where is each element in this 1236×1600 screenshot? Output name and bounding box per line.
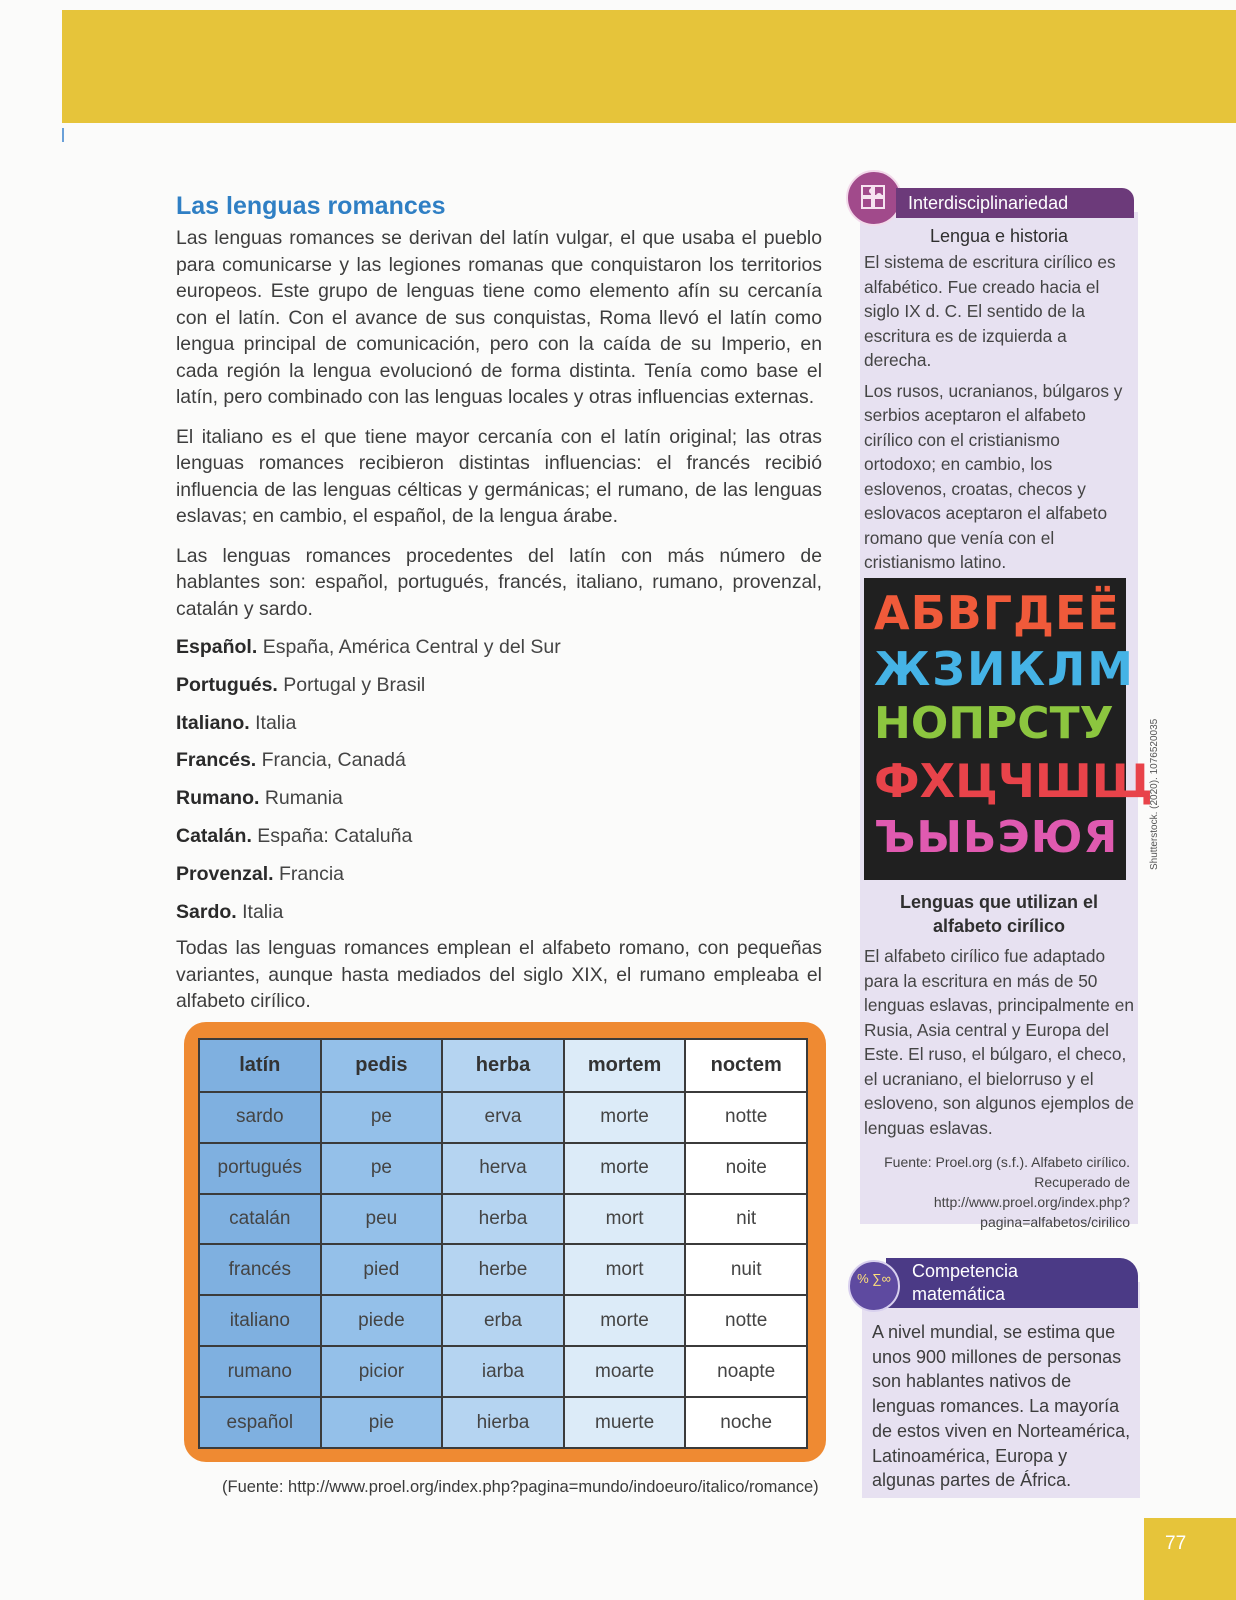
language-name: Provenzal. — [176, 862, 274, 885]
cyrillic-row: НОПРСТУ — [874, 698, 1114, 749]
table-cell: erba — [442, 1295, 564, 1346]
table-cell: pe — [321, 1092, 443, 1143]
puzzle-icon-graphic — [848, 172, 900, 224]
table-cell: hierba — [442, 1397, 564, 1448]
paragraph-closing: Todas las lenguas romances emplean el alfabeto romano, con pequeñas variantes, aunque hasta mediados del siglo XIX, el rumano empleaba el alfabeto cirílico. — [176, 937, 822, 1013]
interdisciplinary-tag: Interdisciplinariedad — [896, 188, 1134, 218]
language-item — [176, 673, 822, 697]
language-name: Español. — [176, 636, 258, 658]
section-title: Las lenguas romances — [176, 192, 446, 220]
table-header-cell: pedis — [321, 1039, 443, 1092]
table-row — [199, 1194, 807, 1245]
language-name: Catalán. — [176, 824, 252, 847]
sidebar1-source: Fuente: Proel.org (s.f.). Alfabeto cirílico. Recuperado de http://www.proel.org/index.php?pagina=alfabetos/cirilico — [884, 1154, 1130, 1230]
language-region: Rumania — [264, 787, 343, 810]
table-cell: piede — [321, 1295, 443, 1346]
language-region: Francia, Canadá — [261, 749, 406, 772]
table-header-cell: latín — [199, 1039, 321, 1092]
math-tag-line2: matemática — [912, 1284, 1006, 1304]
table-cell: herba — [442, 1194, 564, 1245]
table-header-row — [199, 1039, 807, 1092]
language-name: Portugués. — [176, 673, 278, 696]
table-cell: francés — [199, 1244, 321, 1295]
language-item — [176, 900, 822, 924]
margin-mark — [62, 128, 64, 142]
cyrillic-row: ФХЦЧШЩ — [874, 754, 1153, 808]
table-row — [199, 1143, 807, 1194]
language-item — [176, 786, 822, 810]
language-name: Rumano. — [176, 787, 260, 810]
table-cell: herva — [442, 1143, 564, 1194]
language-region: España, América Central y del Sur — [262, 636, 561, 658]
table-cell: pie — [321, 1397, 443, 1448]
language-item — [176, 748, 822, 772]
table-row — [199, 1397, 807, 1448]
table-cell: noche — [685, 1397, 807, 1448]
table-cell: nuit — [685, 1244, 807, 1295]
language-name: Italiano. — [176, 711, 250, 734]
table-cell: picior — [321, 1346, 443, 1397]
table-cell: mort — [564, 1194, 686, 1245]
paragraph-influences: El italiano es el que tiene mayor cercanía con el latín original; las otras lenguas romances recibieron distintas influencias: el francés recibió influencia de las lenguas célticas y germánicas; el rumano, de las lenguas eslavas; en cambio, el español, de la lengua árabe. — [176, 425, 822, 527]
math-paragraph: A nivel mundial, se estima que unos 900 millones de personas son hablantes nativos de lenguas romances. La mayoría de estos viven en Norteamérica, Latinoamérica, Europa y algunas partes de África. — [872, 1322, 1131, 1491]
table-cell: mort — [564, 1244, 686, 1295]
table-cell: herbe — [442, 1244, 564, 1295]
table-source: (Fuente: http://www.proel.org/index.php?pagina=mundo/indoeuro/italico/romance) — [222, 1478, 819, 1496]
table-header-cell: herba — [442, 1039, 564, 1092]
table-cell: muerte — [564, 1397, 686, 1448]
table-cell: noapte — [685, 1346, 807, 1397]
math-tag-line1: Competencia — [912, 1261, 1019, 1281]
table-cell: catalán — [199, 1194, 321, 1245]
main-content — [176, 192, 822, 1028]
table-cell: morte — [564, 1295, 686, 1346]
sidebar1-paragraph2: El alfabeto cirílico fue adaptado para la escritura en más de 50 lenguas eslavas, principalmente en Rusia, Asia central y Europa del Este. El ruso, el búlgaro, el checo, el ucraniano, el bielorruso y el esloveno, son algunos ejemplos de lenguas eslavas. — [864, 946, 1134, 1138]
language-item — [176, 711, 822, 735]
puzzle-icon — [846, 170, 902, 226]
table-row — [199, 1244, 807, 1295]
language-item — [176, 824, 822, 848]
table-cell: notte — [685, 1295, 807, 1346]
table-cell: notte — [685, 1092, 807, 1143]
sidebar1-heading: Lengua e historia — [929, 226, 1069, 246]
language-region: España: Cataluña — [257, 824, 413, 847]
table-cell: español — [199, 1397, 321, 1448]
math-competence-tag — [886, 1258, 1138, 1308]
page-number-box — [1144, 1518, 1236, 1600]
paragraph-speakers: Las lenguas romances procedentes del latín con más número de hablantes son: español, portugués, francés, italiano, rumano, provenzal, catalán y sardo. — [176, 544, 822, 620]
table-cell: erva — [442, 1092, 564, 1143]
table-cell: nit — [685, 1194, 807, 1245]
cyrillic-row: АБВГДЕЁ — [874, 586, 1120, 640]
page-number: 77 — [1165, 1533, 1187, 1554]
sidebar1-paragraph: Los rusos, ucranianos, búlgaros y serbios aceptaron el alfabeto cirílico con el cristianismo ortodoxo; en cambio, los eslovenos, croatas, checos y eslovacos aceptaron el alfabeto romano que venía con el cristianismo latino. — [864, 380, 1123, 572]
table-cell: portugués — [199, 1143, 321, 1194]
cyrillic-row: ЪЫЬЭЮЯ — [874, 812, 1119, 863]
math-symbols-icon: % ∑∞ — [848, 1260, 900, 1312]
language-name: Francés. — [176, 749, 257, 772]
language-name: Sardo. — [176, 900, 237, 923]
language-region: Portugal y Brasil — [283, 673, 426, 696]
top-color-band — [62, 10, 1236, 123]
table-cell: morte — [564, 1143, 686, 1194]
language-item — [176, 862, 822, 886]
table-header-cell: noctem — [685, 1039, 807, 1092]
cyrillic-row: ЖЗИКЛМ — [874, 642, 1136, 696]
table-row — [199, 1346, 807, 1397]
sidebar1-heading2: Lenguas que utilizan el alfabeto cirílico — [899, 892, 1099, 936]
table-header-cell: mortem — [564, 1039, 686, 1092]
table-cell: iarba — [442, 1346, 564, 1397]
table-cell: noite — [685, 1143, 807, 1194]
sidebar1-paragraph: El sistema de escritura cirílico es alfabético. Fue creado hacia el siglo IX d. C. El sentido de la escritura es de izquierda a derecha. — [864, 252, 1116, 370]
table-cell: rumano — [199, 1346, 321, 1397]
table-cell: italiano — [199, 1295, 321, 1346]
cyrillic-alphabet-image — [864, 578, 1153, 880]
table-cell: pied — [321, 1244, 443, 1295]
table-cell: sardo — [199, 1092, 321, 1143]
table-row — [199, 1092, 807, 1143]
table-cell: peu — [321, 1194, 443, 1245]
sidebar1-text — [864, 226, 1134, 581]
table-cell: moarte — [564, 1346, 686, 1397]
paragraph-intro: Las lenguas romances se derivan del latín vulgar, el que usaba el pueblo para comunicarse y las legiones romanas que conquistaron los territorios europeos. Este grupo de lenguas tiene como elemento afín su cercanía con el latín. Con el avance de sus conquistas, Roma llevó el latín como lengua principal de comunicación, pero con la caída de su Imperio, en cada región la lengua evolucionó de forma distinta. Tenía como base el latín, pero combinado con las lenguas locales y otras influencias externas. — [176, 227, 822, 408]
language-region: Francia — [278, 862, 344, 885]
language-region: Italia — [255, 711, 297, 734]
image-credit: Shutterstock. (2020). 1076520035 — [1149, 718, 1160, 870]
table-row — [199, 1295, 807, 1346]
language-region: Italia — [242, 900, 284, 923]
table-cell: pe — [321, 1143, 443, 1194]
language-item — [176, 635, 822, 659]
word-comparison-table — [198, 1038, 808, 1449]
table-cell: morte — [564, 1092, 686, 1143]
